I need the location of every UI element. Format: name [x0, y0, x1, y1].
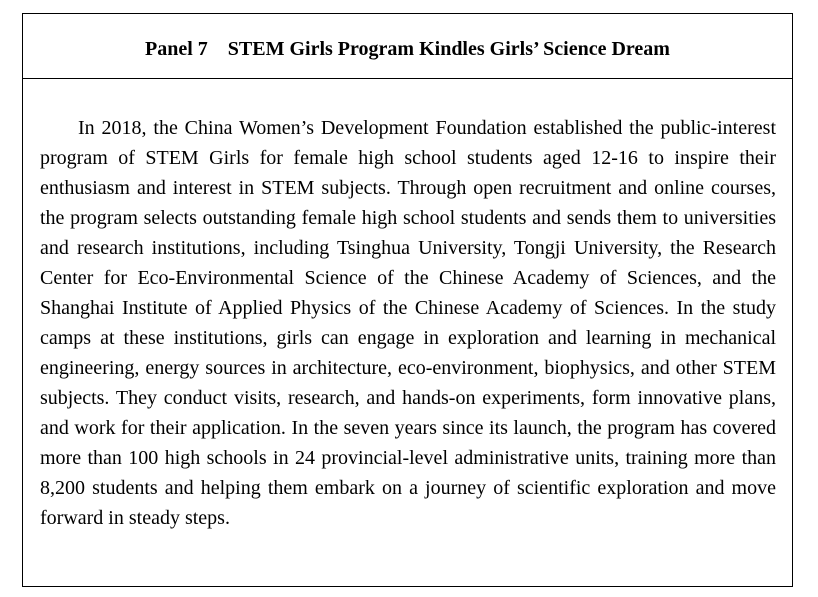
panel-title-text: STEM Girls Program Kindles Girls’ Science Dream: [227, 37, 670, 60]
panel-title: [145, 38, 670, 61]
panel-title-spacer: [208, 38, 228, 60]
panel-header: [23, 14, 792, 79]
panel-body: [40, 113, 776, 533]
panel-paragraph: In 2018, the China Women’s Development Foundation established the public-interest program of STEM Girls for female high school students aged 12-16 to inspire their enthusiasm and interest in STEM subjects. Through open recruitment and online courses, the program selects outstanding female high school students and sends them to universities and research institutions, including Tsinghua University, Tongji University, the Research Center for Eco-Environmental Science of the Chinese Academy of Sciences, and the Shanghai Institute of Applied Physics of the Chinese Academy of Sciences. In the study camps at these institutions, girls can engage in exploration and learning in mechanical engineering, energy sources in architecture, eco-environment, biophysics, and other STEM subjects. They conduct visits, research, and hands-on experiments, form innovative plans, and work for their application. In the seven years since its launch, the program has covered more than 100 high schools in 24 provincial-level administrative units, training more than 8,200 students and helping them embark on a journey of scientific exploration and move forward in steady steps.: [40, 117, 776, 529]
panel-number: Panel 7: [145, 37, 208, 60]
panel-box: [22, 13, 793, 587]
